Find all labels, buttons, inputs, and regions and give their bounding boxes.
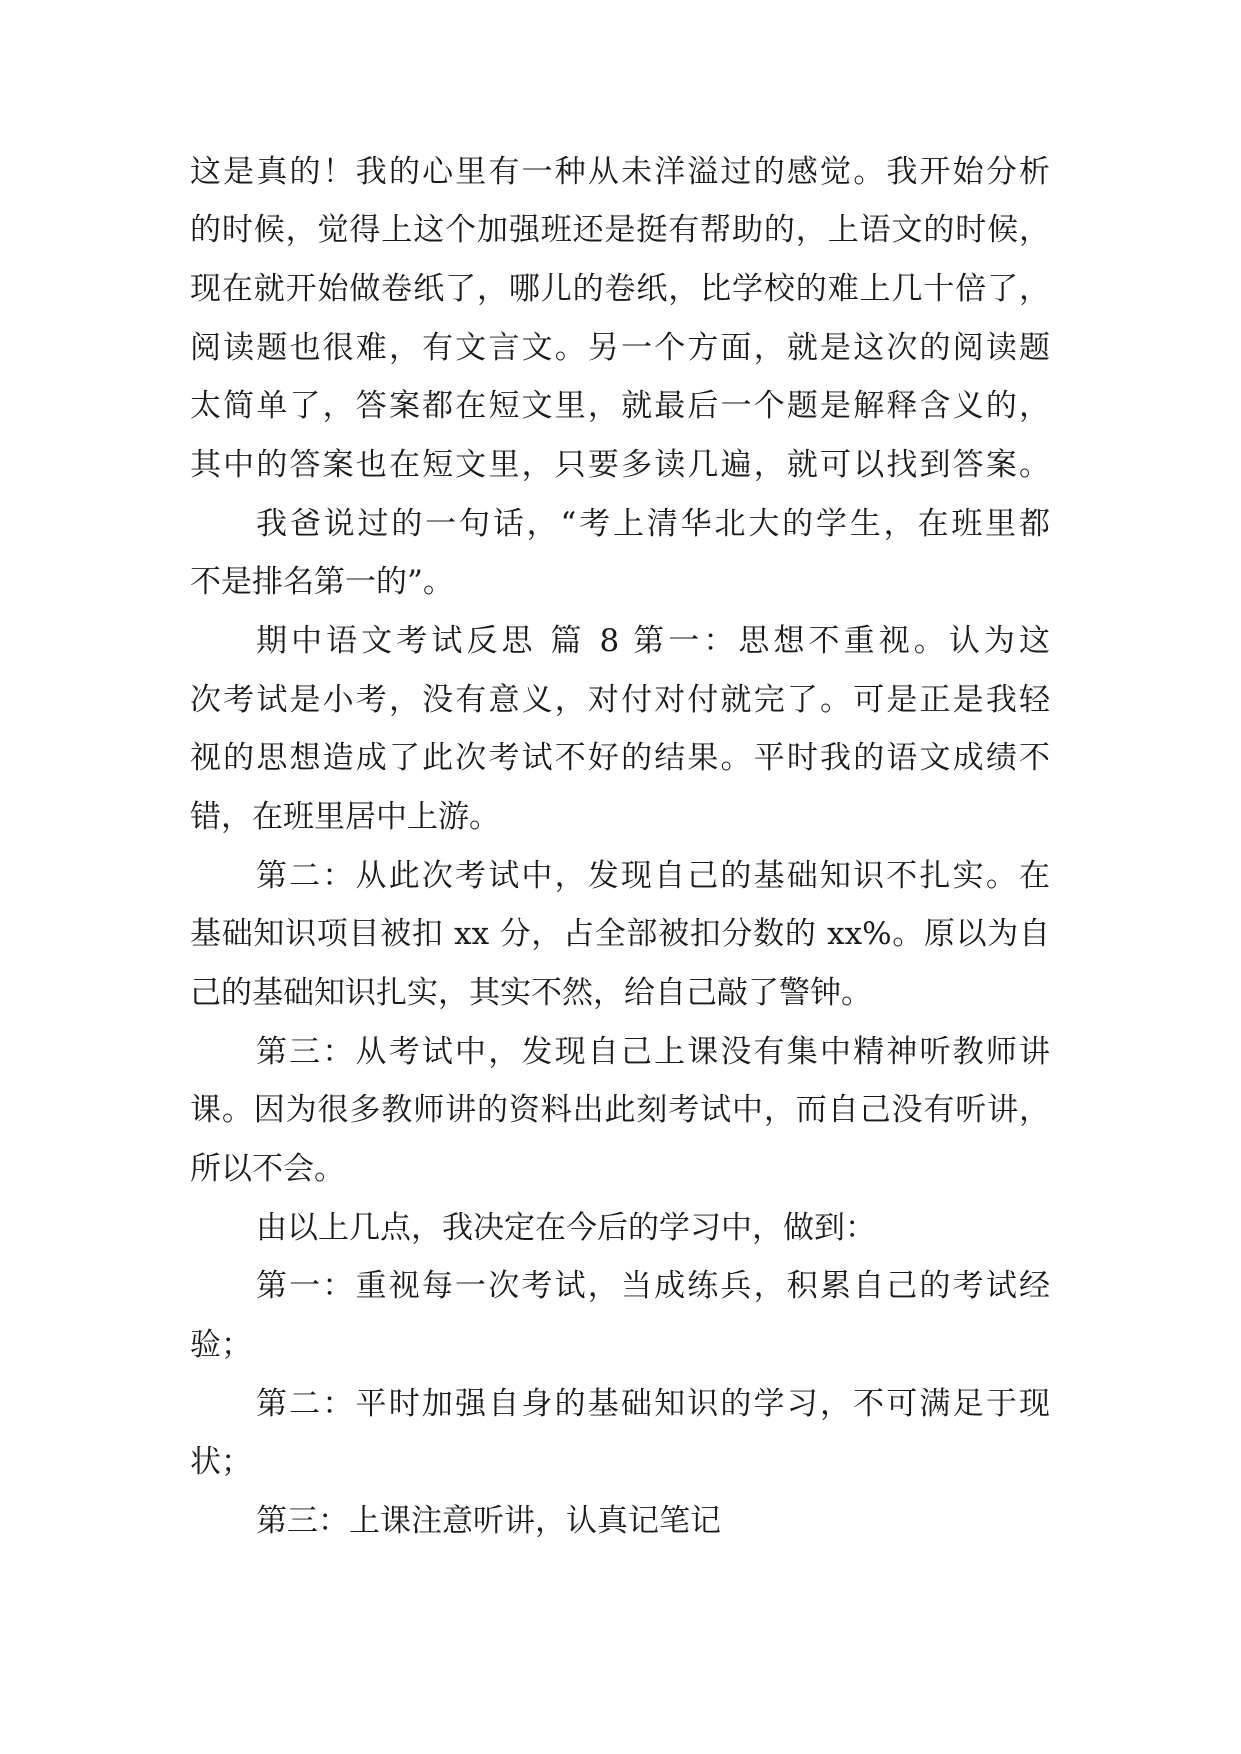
text-line: 错，在班里居中上游。 bbox=[190, 799, 500, 835]
text-line: 视的思想造成了此次考试不好的结果。平时我的语文成绩不 bbox=[190, 740, 1050, 776]
text-line: 课。因为很多教师讲的资料出此刻考试中，而自己没有听讲， bbox=[190, 1092, 1050, 1128]
text-line: 的时候，觉得上这个加强班还是挺有帮助的，上语文的时候， bbox=[190, 212, 1050, 248]
text-line: 所以不会。 bbox=[190, 1151, 345, 1187]
text-line: 其中的答案也在短文里，只要多读几遍，就可以找到答案。 bbox=[190, 447, 1050, 483]
text-line: 验； bbox=[190, 1327, 252, 1363]
text-line: 第一：重视每一次考试，当成练兵，积累自己的考试经 bbox=[256, 1268, 1050, 1304]
text-line: 我爸说过的一句话，“考上清华北大的学生，在班里都 bbox=[256, 506, 1050, 542]
text-line: 太简单了，答案都在短文里，就最后一个题是解释含义的， bbox=[190, 388, 1050, 424]
text-line: 不是排名第一的”。 bbox=[190, 564, 454, 600]
text-line: 基础知识项目被扣 xx 分，占全部被扣分数的 xx%。原以为自 bbox=[190, 916, 1050, 952]
text-line: 这是真的！我的心里有一种从未洋溢过的感觉。我开始分析 bbox=[190, 154, 1050, 190]
text-line: 次考试是小考，没有意义，对付对付就完了。可是正是我轻 bbox=[190, 682, 1050, 718]
text-line: 由以上几点，我决定在今后的学习中，做到： bbox=[256, 1210, 876, 1246]
text-line: 第三：从考试中，发现自己上课没有集中精神听教师讲 bbox=[256, 1034, 1050, 1070]
text-line: 第三：上课注意听讲，认真记笔记 bbox=[256, 1503, 721, 1539]
text-line: 阅读题也很难，有文言文。另一个方面，就是这次的阅读题 bbox=[190, 330, 1050, 366]
text-line: 第二：从此次考试中，发现自己的基础知识不扎实。在 bbox=[256, 858, 1050, 894]
text-line: 第二：平时加强自身的基础知识的学习，不可满足于现 bbox=[256, 1386, 1050, 1422]
section-heading-line: 期中语文考试反思 篇 8 第一：思想不重视。认为这 bbox=[256, 623, 1050, 659]
text-line: 状； bbox=[190, 1444, 252, 1480]
text-line: 现在就开始做卷纸了，哪儿的卷纸，比学校的难上几十倍了， bbox=[190, 271, 1050, 307]
text-line: 己的基础知识扎实，其实不然，给自己敲了警钟。 bbox=[190, 975, 872, 1011]
